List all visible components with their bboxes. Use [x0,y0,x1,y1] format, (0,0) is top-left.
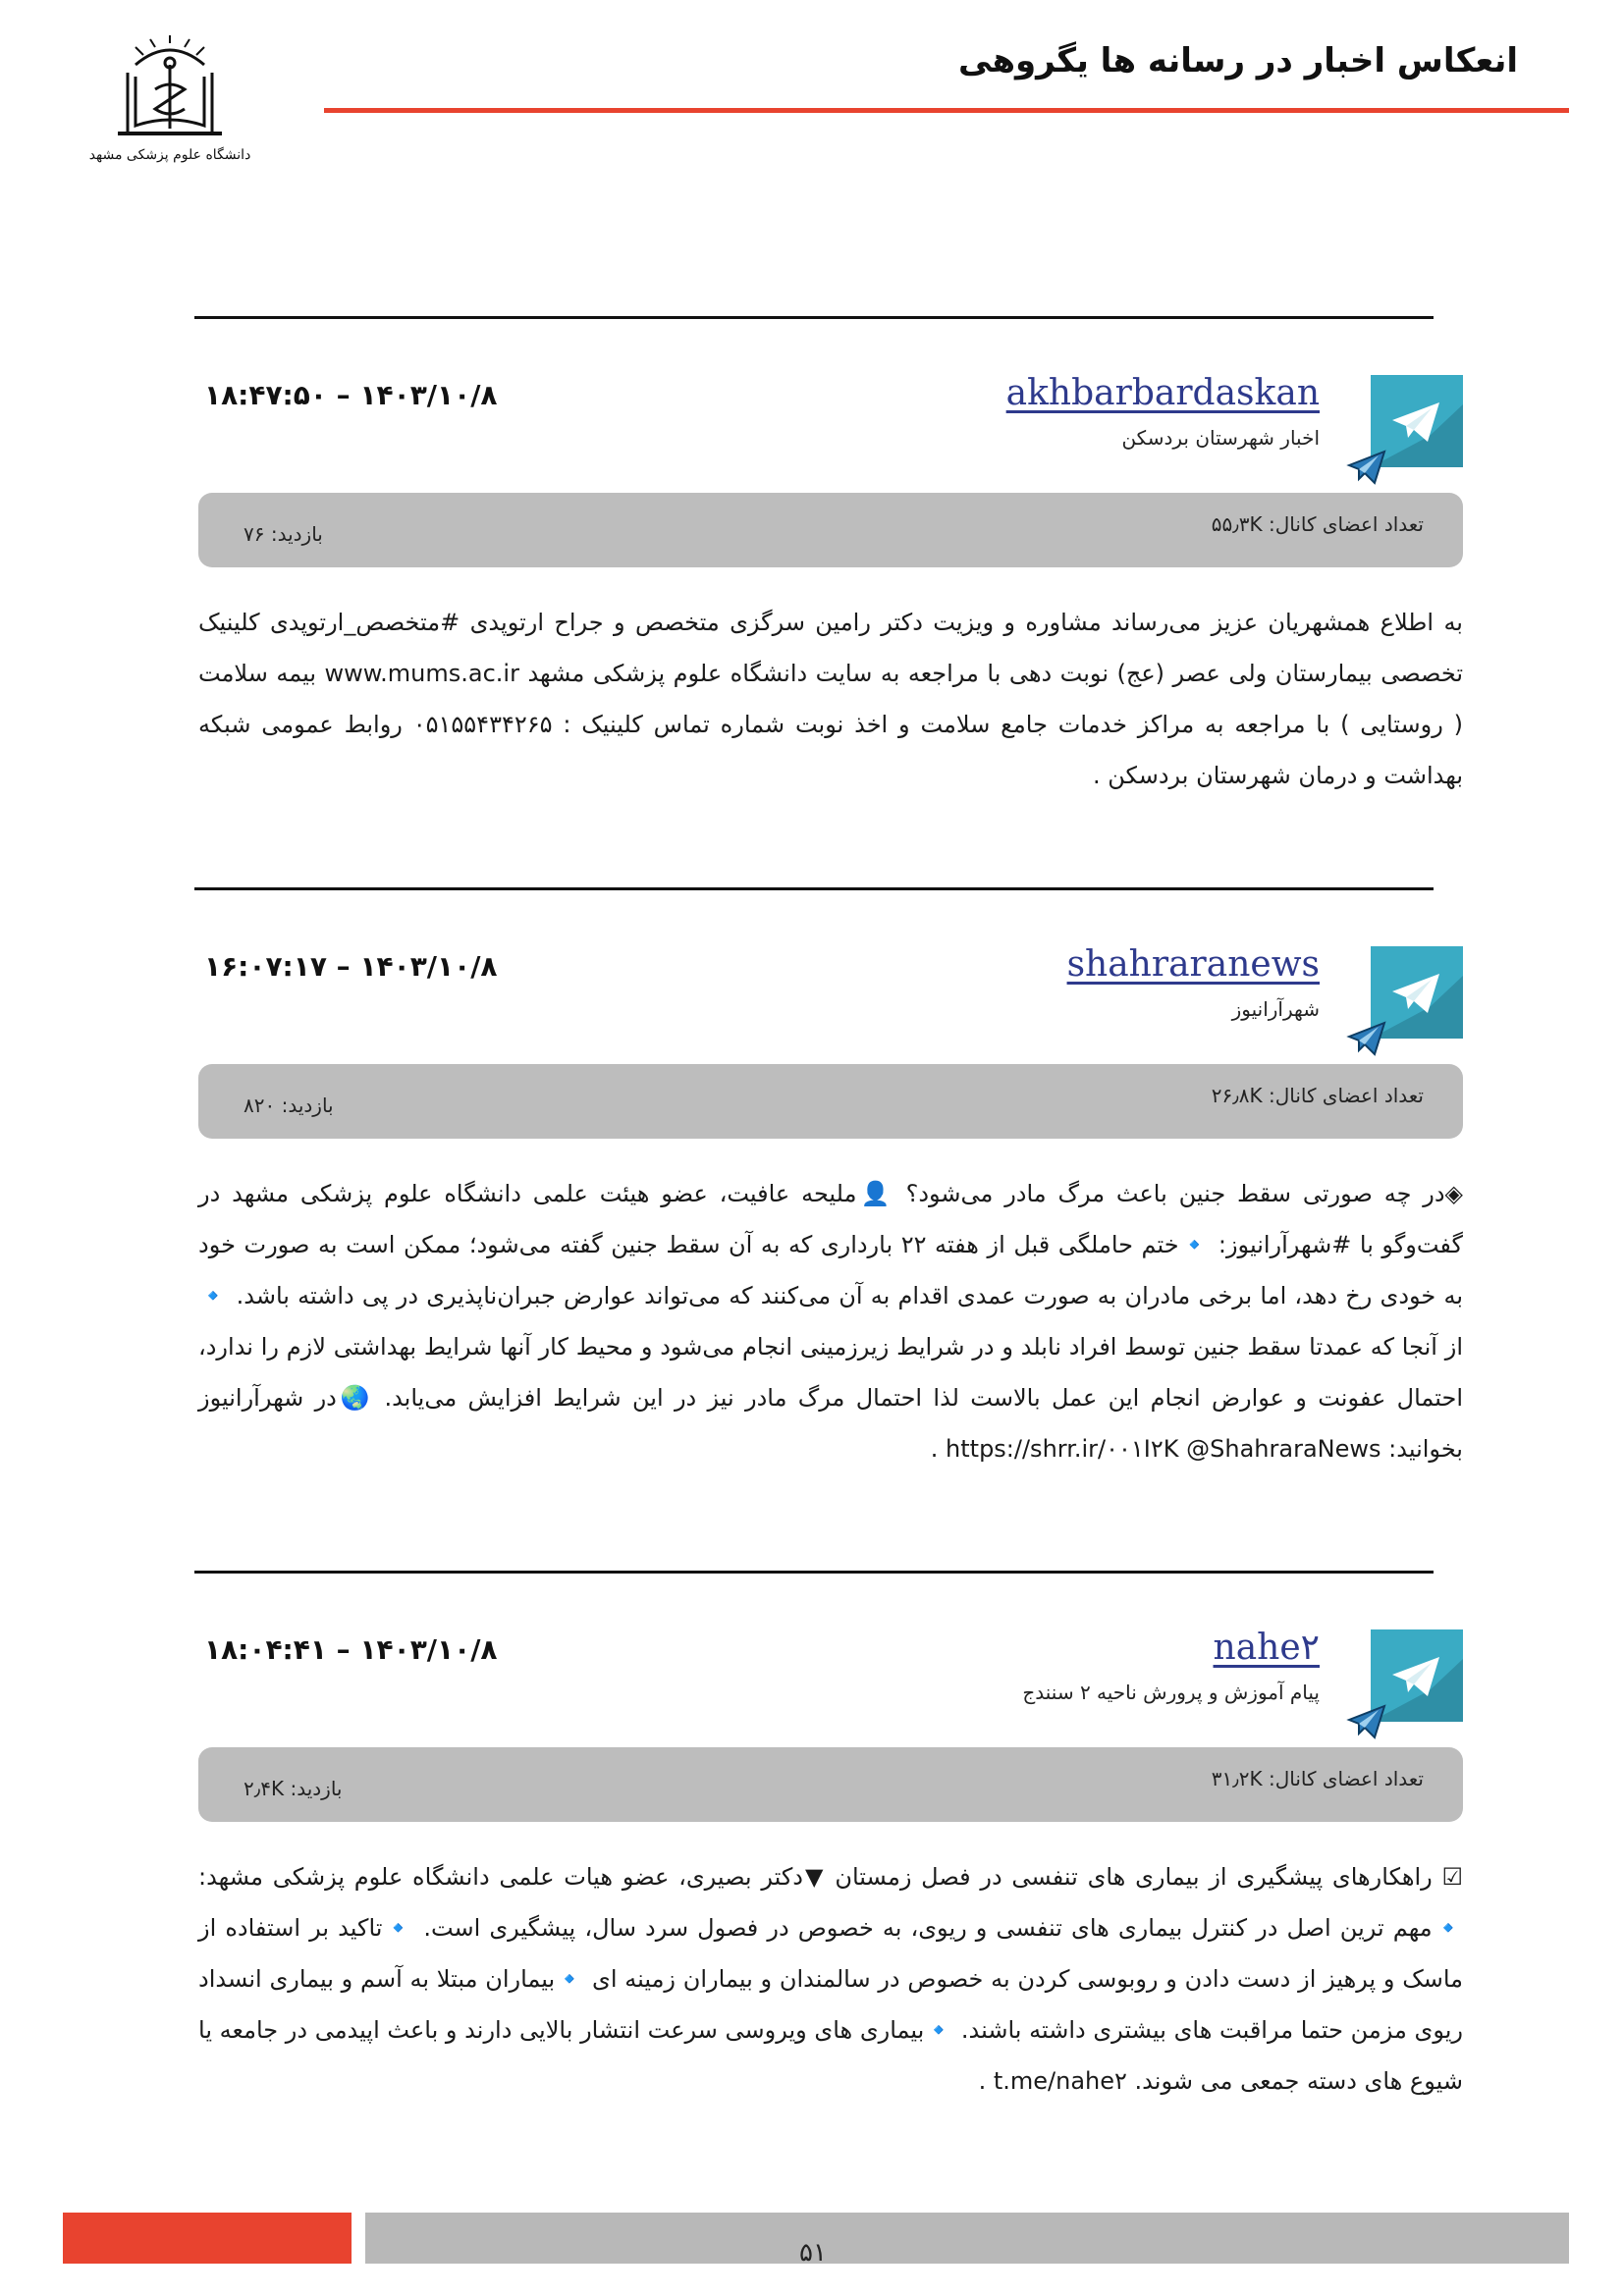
post-datetime: ۱۴۰۳/۱۰/۸ – ۱۸:۴۷:۵۰ [204,379,498,411]
post-body: ◈در چه صورتی سقط جنین باعث مرگ مادر می‌شود؟ 👤ملیحه عافیت، عضو هیئت علمی دانشگاه علوم پزشکی مشهد در گفت‌وگو با #شهرآرانیوز: 🔹ختم حاملگی قبل از هفته ۲۲ بارداری که به آن سقط جنین گفته می‌شود؛ ممکن است به صورت خود به خودی رخ دهد، اما برخی مادران به صورت عمدی اقدام به آن می‌کنند که می‌تواند عوارض جبران‌ناپذیری در پی داشته باشد. 🔹 از آنجا که عمدتا سقط جنین توسط افراد نابلد و در شرایط زیرزمینی انجام می‌شود و محیط کار آنها شرایط بهداشتی لازم را ندارد، احتمال عفونت و عوارض انجام این عمل بالاست لذا احتمال مرگ مادر نیز در این شرایط افزایش می‌یابد. 🌏در شهرآرانیوز بخوانید: https://shrr.ir/۰۰۱I۲K @ShahraraNews . [198,1180,1463,1463]
footer-accent-bar [63,2213,352,2264]
member-count: تعداد اعضای کانال: ۳۱٫۲K [1211,1767,1424,1790]
member-count: تعداد اعضای کانال: ۲۶٫۸K [1211,1084,1424,1107]
channel-name: پیام آموزش و پرورش ناحیه ۲ سنندج [1022,1681,1320,1704]
post-divider [194,887,1434,890]
university-logo [88,35,251,169]
stats-bar [198,1064,1463,1139]
post-datetime: ۱۴۰۳/۱۰/۸ – ۱۸:۰۴:۴۱ [204,1633,498,1666]
header-divider [324,108,1569,113]
post-body: ☑ راهکارهای پیشگیری از بیماری های تنفسی در فصل زمستان ▼دکتر بصیری، عضو هیات علمی دانشگاه علوم پزشکی مشهد: 🔹مهم ترین اصل در کنترل بیماری های تنفسی و ریوی، به خصوص در فصول سرد سال، پیشگیری است. 🔹تاکید بر استفاده از ماسک و پرهیز از دست دادن و روبوسی کردن به خصوص در سالمندان و بیماران زمینه ای 🔹بیماران مبتلا به آسم و بیماری انسداد ریوی مزمن حتما مراقبت های بیشتری داشته باشند. 🔹بیماری های ویروسی سرعت انتشار بالایی دارند و باعث اپیدمی در جامعه یا شیوع های دسته جمعی می شوند. t.me/nahe۲ . [198,1863,1463,2095]
view-count: بازدید: ۸۲۰ [244,1094,334,1117]
page-title: انعکاس اخبار در رسانه ها یگروهی [958,41,1518,80]
telegram-plane-icon [1347,1021,1386,1056]
view-count: بازدید: ۷۶ [244,522,323,546]
member-count: تعداد اعضای کانال: ۵۵٫۳K [1211,512,1424,536]
post-shahraranews [194,887,1463,1476]
post-body: به اطلاع همشهریان عزیز می‌رساند مشاوره و ویزیت دکتر رامین سرگزی متخصص و جراح ارتوپدی #متخصص_ارتوپدی کلینیک تخصصی بیمارستان ولی عصر (عج) نوبت دهی با مراجعه به سایت دانشگاه علوم پزشکی مشهد www.mums.ac.ir بیمه سلامت ( روستایی ) با مراجعه به مراکز خدمات جامع سلامت و اخذ نوبت شماره تماس کلینیک : ۰۵۱۵۵۴۳۴۲۶۵ روابط عمومی شبکه بهداشت و درمان شهرستان بردسکن . [198,609,1464,789]
channel-link[interactable]: akhbarbardaskan [1005,373,1320,413]
logo-caption: دانشگاه علوم پزشکی مشهد [88,147,251,163]
telegram-plane-icon [1347,450,1386,485]
page-number: ۵۱ [799,2238,827,2268]
footer-gray-bar [365,2213,1569,2264]
post-nahe2 [194,1571,1463,2101]
post-divider [194,1571,1434,1574]
post-divider [194,316,1434,319]
post-akhbarbardaskan [194,316,1464,789]
stats-bar [198,493,1463,567]
channel-name: شهرآرانیوز [1231,997,1320,1021]
channel-link[interactable]: nahe۲ [1213,1628,1320,1668]
view-count: بازدید: ۲٫۴K [244,1777,343,1800]
channel-name: اخبار شهرستان بردسکن [1121,426,1320,450]
telegram-plane-icon [1347,1704,1386,1739]
stats-bar [198,1747,1463,1822]
post-datetime: ۱۴۰۳/۱۰/۸ – ۱۶:۰۷:۱۷ [204,950,498,983]
channel-link[interactable]: shahraranews [1066,944,1320,985]
